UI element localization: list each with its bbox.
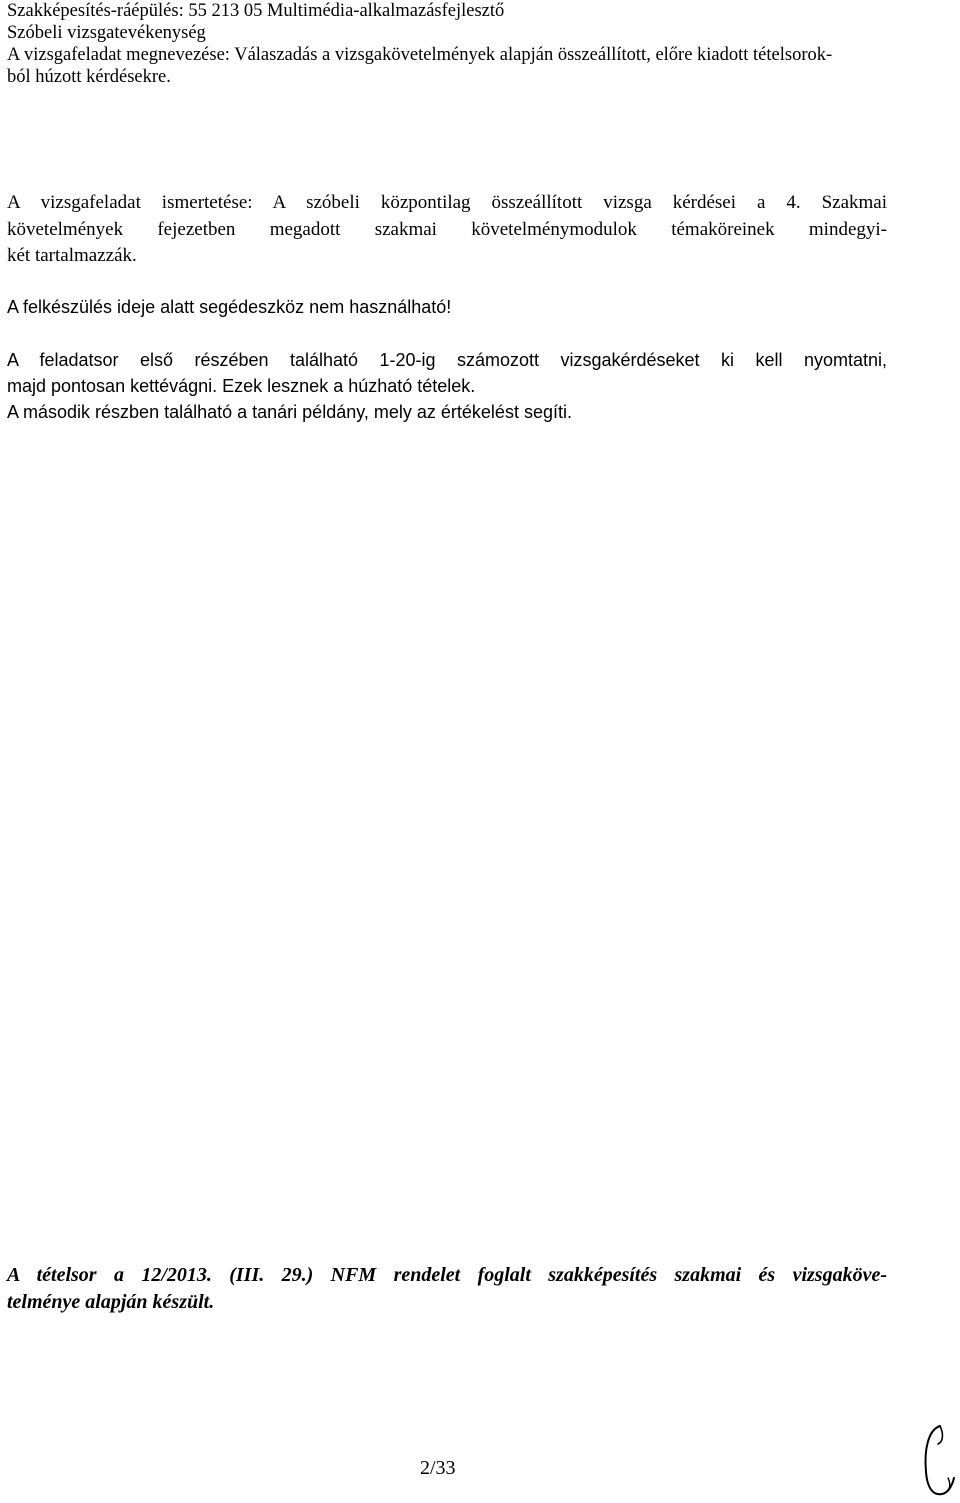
legal-basis-line1: A tételsor a 12/2013. (III. 29.) NFM rendelet foglalt szakképesítés szakmai és vizsgaköve- (7, 1264, 887, 1286)
legal-basis-note (7, 1262, 887, 1316)
page-header (7, 0, 907, 88)
exam-description-line1: A vizsgafeladat ismertetése: A szóbeli központilag összeállított vizsga kérdései a 4. Szakmai (7, 192, 887, 213)
legal-basis-line2: telménye alapján készült. (7, 1291, 215, 1313)
instructions (7, 347, 887, 425)
instructions-line2: majd pontosan kettévágni. Ezek lesznek a húzható tételek. (7, 376, 476, 396)
header-exam-activity: Szóbeli vizsgatevékenység (7, 23, 206, 43)
exam-description (7, 190, 887, 270)
exam-description-line3: két tartalmazzák. (7, 245, 137, 266)
preparation-note: A felkészülés ideje alatt segédeszköz nem használható! (7, 297, 452, 317)
exam-description-line2: követelmények fejezetben megadott szakmai követelménymodulok témaköreinek mindegyi- (7, 218, 887, 240)
header-task-name-line2: ból húzott kérdésekre. (7, 67, 171, 87)
header-task-name-line1: A vizsgafeladat megnevezése: Válaszadás a vizsgakövetelmények alapján összeállított, előre kiadott tételsorok- (7, 45, 833, 65)
instructions-line1: A feladatsor első részében található 1-20-ig számozott vizsgakérdéseket ki kell nyomtatni, (7, 350, 887, 370)
instructions-line3: A második részben található a tanári példány, mely az értékelést segíti. (7, 402, 572, 422)
handwritten-initial-mark (918, 1420, 958, 1500)
header-qualification: Szakképesítés-ráépülés: 55 213 05 Multimédia-alkalmazásfejlesztő (7, 1, 505, 21)
page-number: 2/33 (420, 1457, 456, 1479)
